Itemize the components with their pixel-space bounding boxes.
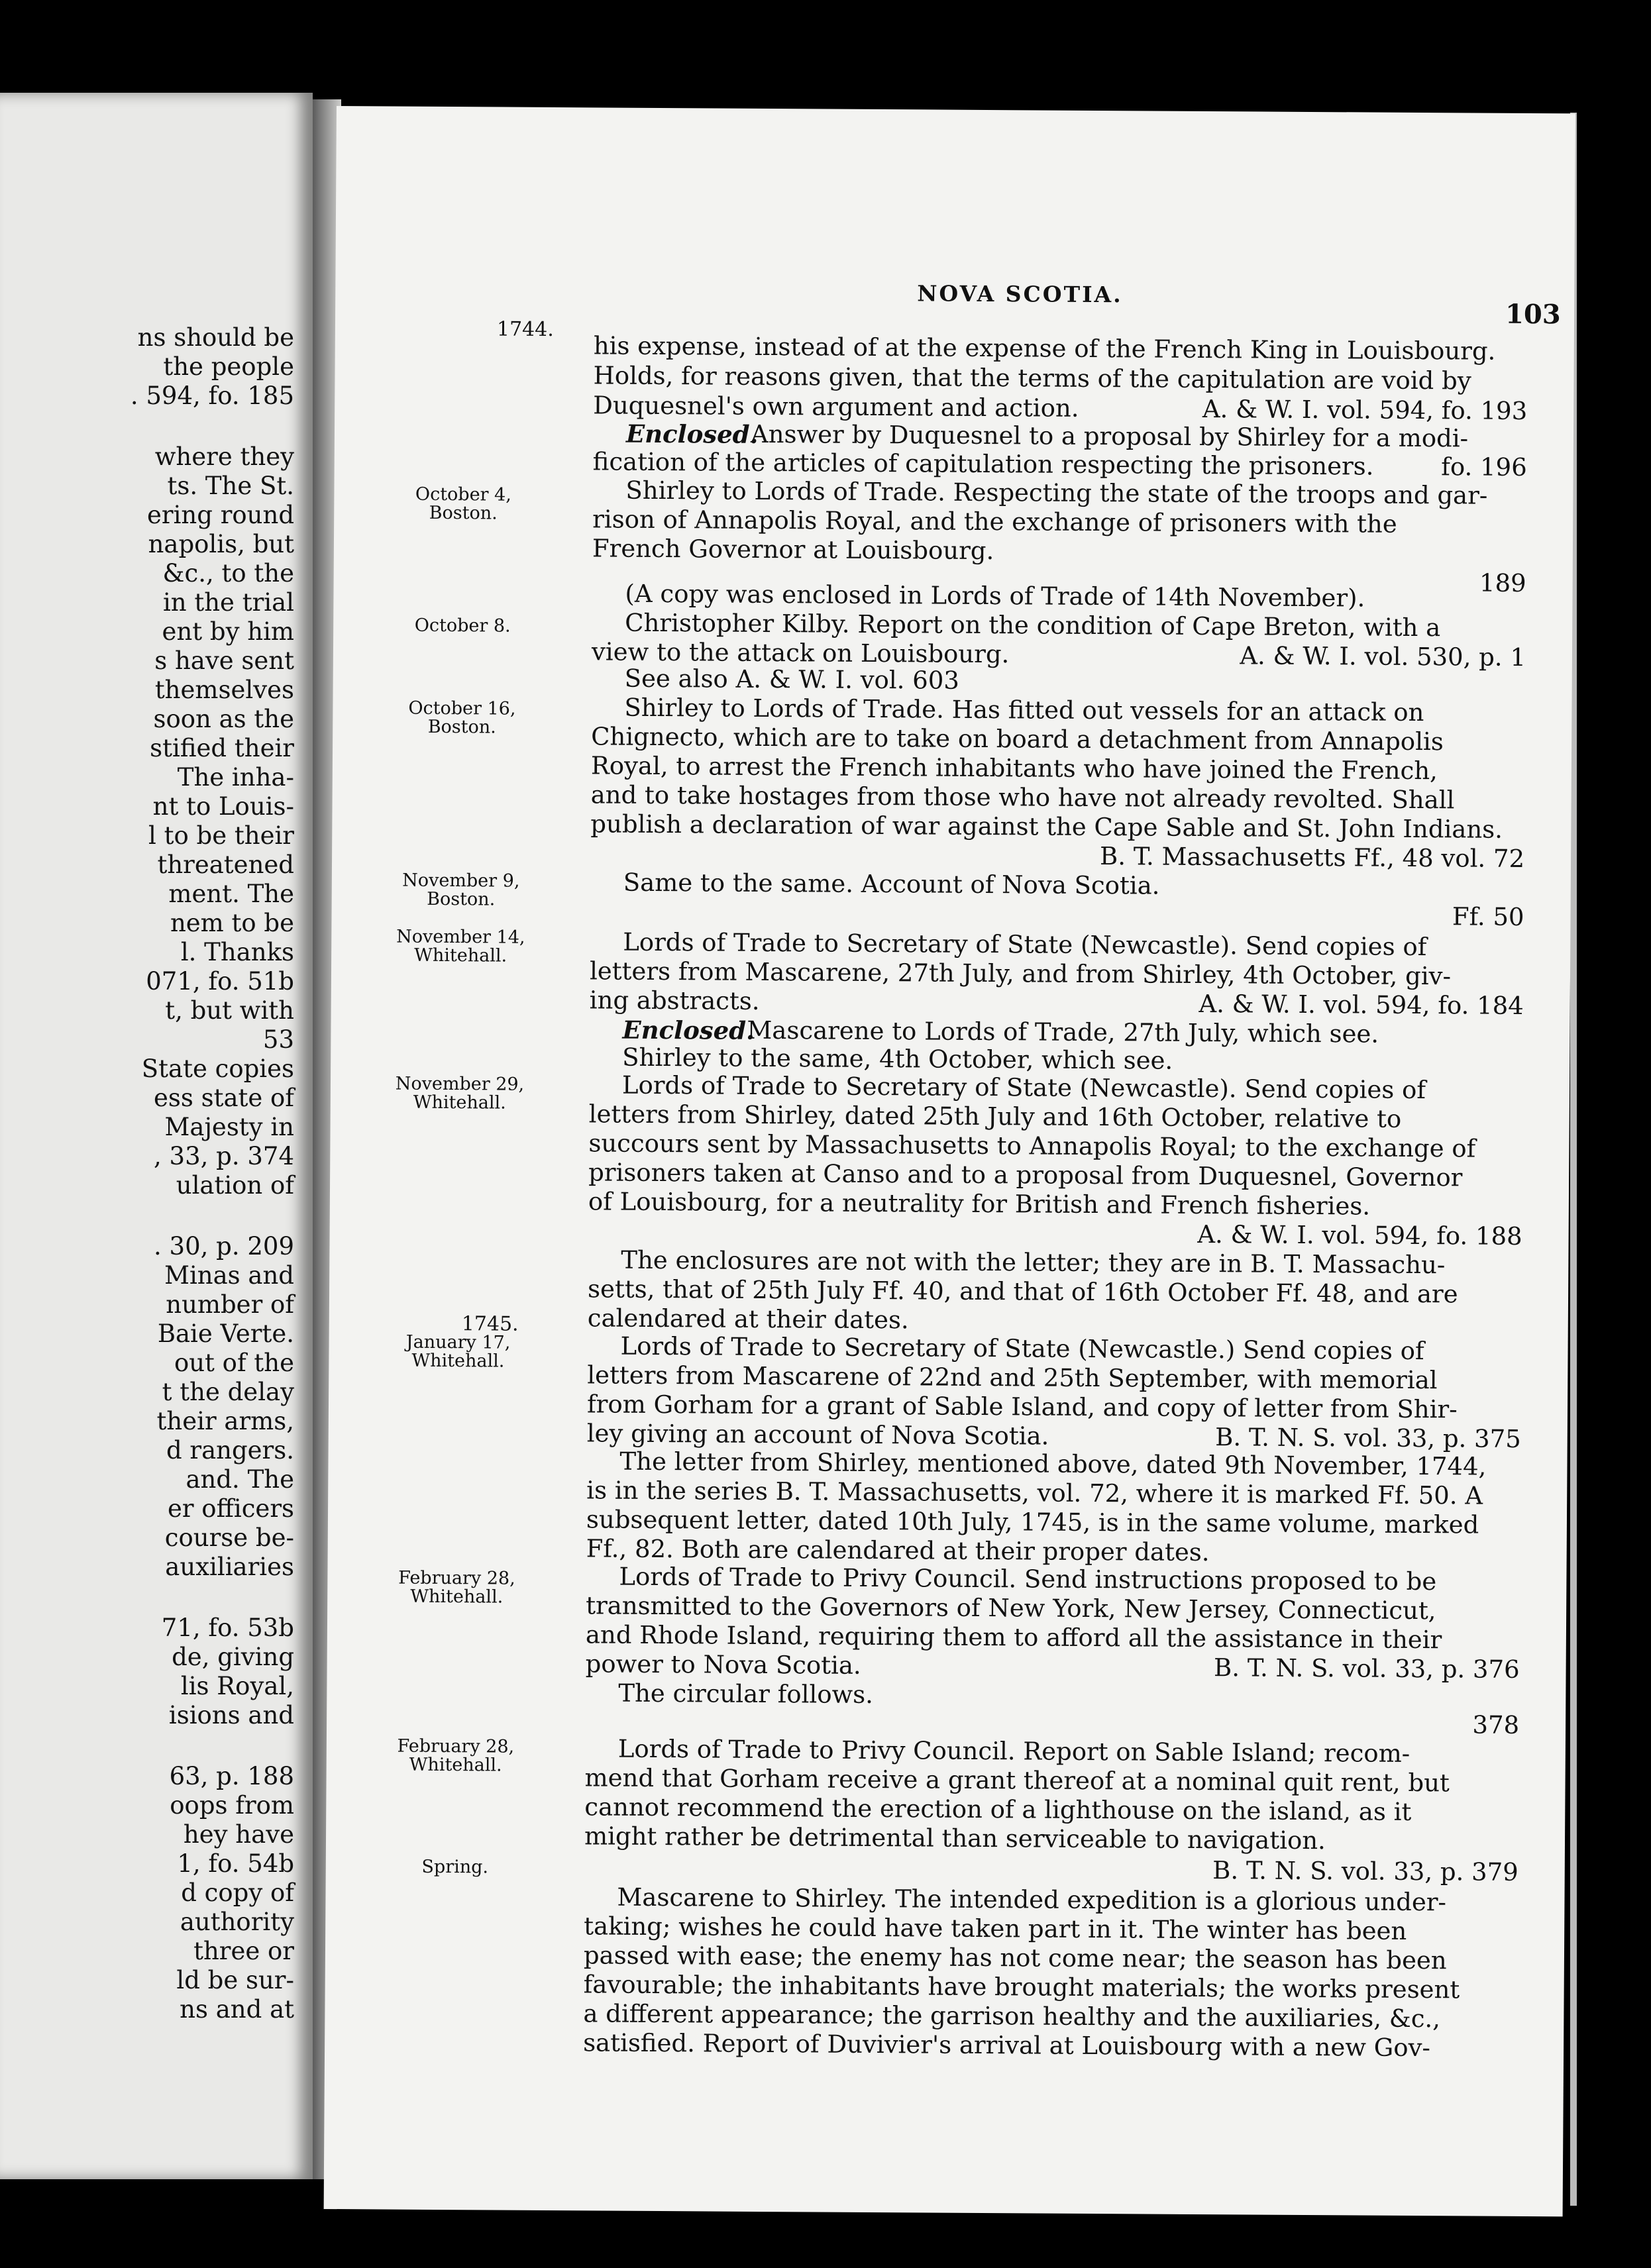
place: Whitehall. [410, 1586, 504, 1608]
left-line: State copies [141, 1055, 294, 1083]
date: February 28, [398, 1567, 515, 1589]
left-line: course be- [164, 1523, 294, 1552]
date: January 17, [405, 1331, 511, 1353]
text-line: calendared at their dates. [587, 1304, 909, 1335]
reference: A. & W. I. vol. 594, fo. 193 [1202, 394, 1528, 425]
place: Boston. [427, 716, 496, 738]
text-line: letters from Mascarene of 22nd and 25th September, with memorial [587, 1361, 1438, 1395]
text-line: Shirley to Lords of Trade. Respecting the state of the troops and gar- [625, 476, 1488, 510]
text-line: Shirley to the same, 4th October, which see. [622, 1043, 1173, 1075]
text-line: publish a declaration of war against the Cape Sable and St. John Indians. [590, 809, 1503, 844]
left-line: three or [193, 1937, 294, 1965]
text-line: letters from Shirley, dated 25th July and 16th October, relative to [588, 1100, 1402, 1133]
left-line: hey have [183, 1820, 294, 1849]
reference: A. & W. I. vol. 594, fo. 184 [1198, 989, 1524, 1020]
text-line: his expense, instead of at the expense of the French King in Louisbourg. [593, 331, 1496, 366]
text-line: Shirley to Lords of Trade. Has fitted out vessels for an attack on [624, 693, 1424, 727]
text-line: Lords of Trade to Privy Council. Send instructions proposed to be [619, 1562, 1437, 1596]
left-line: ment. The [168, 880, 294, 908]
left-line: number of [166, 1290, 294, 1319]
left-line: . 30, p. 209 [154, 1232, 294, 1261]
left-line: where they [154, 442, 294, 471]
left-line: 1, fo. 54b [177, 1849, 294, 1878]
place: Whitehall. [409, 1754, 502, 1776]
text-line: The letter from Shirley, mentioned above, dated 9th November, 1744, [619, 1447, 1487, 1481]
text-line: Chignecto, which are to take on board a detachment from Annapolis [591, 722, 1444, 756]
text-line: prisoners taken at Canso and to a proposal from Duquesnel, Governor [588, 1158, 1463, 1192]
date-note [372, 871, 551, 909]
date-note [366, 1737, 545, 1775]
text-line: Mascarene to Shirley. The intended expedition is a glorious under- [617, 1882, 1447, 1917]
left-line: out of the [174, 1349, 294, 1377]
place: Whitehall. [414, 945, 507, 966]
left-line: soon as the [153, 705, 294, 733]
text-line: (A copy was enclosed in Lords of Trade of 14th November). [625, 579, 1365, 613]
reference: B. T. N. S. vol. 33, p. 379 [1212, 1856, 1518, 1886]
left-line: , 33, p. 374 [154, 1142, 294, 1170]
place: Whitehall. [411, 1350, 505, 1372]
text-line: Lords of Trade to Secretary of State (Newcastle.) Send copies of [620, 1331, 1424, 1366]
year-marker: 1744. [496, 317, 554, 342]
left-line: 53 [262, 1025, 294, 1054]
left-line: d rangers. [166, 1436, 294, 1465]
text-line: from Gorham for a grant of Sable Island, and copy of letter from Shir- [586, 1390, 1458, 1424]
left-line: t the delay [162, 1378, 294, 1406]
reference: A. & W. I. vol. 594, fo. 188 [1197, 1219, 1522, 1251]
left-line: threatened [157, 850, 294, 879]
reference: B. T. N. S. vol. 33, p. 375 [1215, 1423, 1521, 1453]
left-line: ns and at [180, 1995, 294, 2024]
date: October 4, [415, 484, 511, 505]
text-line: is in the series B. T. Massachusetts, vol. 72, where it is marked Ff. 50. A [586, 1476, 1483, 1510]
date: February 28, [397, 1735, 515, 1757]
reference: Ff. 50 [1452, 902, 1524, 931]
left-line: . 594, fo. 185 [130, 382, 294, 410]
left-line: nt to Louis- [152, 792, 294, 821]
left-line: ulation of [176, 1171, 294, 1200]
left-line: isions and [168, 1701, 294, 1729]
text-line: Lords of Trade to Privy Council. Report on Sable Island; recom- [617, 1734, 1411, 1768]
date: November 14, [396, 926, 525, 948]
left-line: napolis, but [148, 530, 294, 558]
enclosed-label: Enclosed. [625, 419, 759, 449]
left-line: auxiliaries [165, 1553, 294, 1581]
left-line: Majesty in [164, 1113, 294, 1141]
left-line: in the trial [162, 588, 294, 617]
text-line: transmitted to the Governors of New York, New Jersey, Connecticut, [586, 1591, 1436, 1625]
enclosed-label: Enclosed. [622, 1015, 755, 1045]
reference: A. & W. I. vol. 530, p. 1 [1240, 641, 1526, 672]
text-line: taking; wishes he could have taken part in it. The winter has been [584, 1912, 1407, 1945]
text-line: French Governor at Louisbourg. [592, 534, 994, 566]
right-page [324, 106, 1575, 2216]
left-line: the people [163, 352, 294, 381]
reference: B. T. Massachusetts Ff., 48 vol. 72 [1099, 842, 1525, 873]
left-line: &c., to the [162, 559, 294, 588]
text-line: favourable; the inhabitants have brought materials; the works present [583, 1970, 1460, 2004]
reference: B. T. N. S. vol. 33, p. 376 [1213, 1653, 1520, 1684]
date: October 16, [408, 697, 516, 719]
text-line: ley giving an account of Nova Scotia. [586, 1419, 1049, 1451]
text-line: setts, that of 25th July Ff. 40, and that of 16th October Ff. 48, and are [587, 1274, 1458, 1309]
text-line: might rather be detrimental than serviceable to navigation. [584, 1822, 1326, 1855]
text-line: ing abstracts. [589, 986, 760, 1015]
text-line: subsequent letter, dated 10th July, 1745, is in the same volume, marked [586, 1505, 1479, 1539]
text-line: view to the attack on Louisbourg. [591, 637, 1010, 669]
reference: 378 [1472, 1710, 1520, 1739]
text-line: The circular follows. [618, 1678, 874, 1709]
date-note [371, 927, 550, 966]
left-line: 071, fo. 51b [146, 967, 294, 996]
place: Boston. [427, 888, 496, 910]
text-line: letters from Mascarene, 27th July, and from Shirley, 4th October, giv- [589, 956, 1452, 991]
date-note [370, 1074, 549, 1113]
left-line: ts. The St. [167, 472, 294, 500]
text-line: Royal, to arrest the French inhabitants who have joined the French, [590, 751, 1438, 786]
text-line: Same to the same. Account of Nova Scotia. [623, 868, 1160, 900]
text-line: passed with ease; the enemy has not come near; the season has been [583, 1941, 1447, 1975]
left-line: ld be sur- [176, 1966, 294, 1994]
text-line: Mascarene to Lords of Trade, 27th July, which see. [747, 1015, 1379, 1049]
left-line: stified their [150, 734, 294, 762]
left-line: er officers [167, 1494, 294, 1523]
left-line: ering round [147, 501, 294, 529]
left-line: 63, p. 188 [169, 1762, 294, 1790]
left-line: lis Royal, [180, 1672, 294, 1700]
text-line: cannot recommend the erection of a lighthouse on the island, as it [584, 1792, 1412, 1826]
date-note [368, 1333, 547, 1371]
date-note [366, 1857, 545, 1877]
left-line: l. Thanks [180, 938, 294, 966]
left-line: The inha- [177, 763, 294, 792]
text-line: Duquesnel's own argument and action. [593, 391, 1079, 423]
text-line: See also A. & W. I. vol. 603 [624, 664, 959, 695]
text-line: succours sent by Massachusetts to Annapolis Royal; to the exchange of [588, 1129, 1476, 1163]
date-note [372, 699, 551, 737]
left-line: s have sent [154, 646, 294, 675]
left-line: and. The [186, 1465, 294, 1494]
left-page [0, 93, 313, 2179]
year-marker: 1745. [461, 1312, 519, 1336]
left-line: d copy of [181, 1879, 294, 1907]
left-line: ns should be [137, 323, 294, 352]
text-line: The enclosures are not with the letter; they are in B. T. Massachu- [621, 1245, 1446, 1280]
text-line: mend that Gorham receive a grant thereof at a nominal quit rent, but [584, 1763, 1450, 1798]
left-line: Minas and [164, 1261, 294, 1290]
date-note [374, 485, 553, 523]
date-note [373, 616, 552, 636]
place: Boston. [429, 502, 498, 524]
text-line: rison of Annapolis Royal, and the exchange of prisoners with the [592, 505, 1397, 539]
left-line: t, but with [165, 996, 294, 1025]
text-line: power to Nova Scotia. [585, 1649, 861, 1680]
left-line: authority [180, 1908, 294, 1936]
date: November 9, [402, 870, 520, 892]
text-line: Christopher Kilby. Report on the condition of Cape Breton, with a [625, 608, 1441, 643]
text-line: of Louisbourg, for a neutrality for British and French fisheries. [588, 1187, 1371, 1221]
left-line: ess state of [153, 1084, 294, 1112]
date: Spring. [421, 1856, 489, 1878]
left-line: Baie Verte. [157, 1319, 294, 1348]
text-line: Lords of Trade to Secretary of State (Newcastle). Send copies of [623, 927, 1427, 962]
left-line: oops from [170, 1791, 294, 1820]
text-line: and Rhode Island, requiring them to afford all the assistance in their [585, 1620, 1442, 1655]
left-line: ent by him [162, 617, 294, 646]
left-line: de, giving [172, 1643, 294, 1671]
left-line: l to be their [148, 821, 294, 850]
left-line: nem to be [170, 909, 294, 937]
text-line: fication of the articles of capitulation respecting the prisoners. [592, 447, 1374, 481]
page-number: 103 [1505, 298, 1561, 331]
text-line: satisfied. Report of Duvivier's arrival at Louisbourg with a new Gov- [583, 2028, 1431, 2063]
text-line: and to take hostages from those who have not already revolted. Shall [590, 780, 1455, 815]
left-line: themselves [154, 676, 294, 704]
text-line: Answer by Duquesnel to a proposal by Shirley for a modi- [750, 419, 1469, 453]
left-line: their arms, [156, 1407, 294, 1435]
text-line: Ff., 82. Both are calendared at their proper dates. [586, 1534, 1210, 1567]
reference: fo. 196 [1441, 452, 1527, 482]
text-line: a different appearance; the garrison healthy and the auxiliaries, &c., [583, 1999, 1441, 2034]
date: October 8. [414, 615, 511, 637]
running-header: NOVA SCOTIA. [917, 280, 1123, 308]
text-line: Lords of Trade to Secretary of State (Newcastle). Send copies of [621, 1070, 1426, 1105]
reference: 189 [1479, 568, 1526, 597]
left-line: 71, fo. 53b [161, 1614, 294, 1642]
date-note [367, 1569, 546, 1607]
place: Whitehall. [413, 1092, 506, 1113]
date: November 29, [395, 1073, 525, 1095]
text-line: Holds, for reasons given, that the terms of the capitulation are void by [593, 361, 1471, 395]
